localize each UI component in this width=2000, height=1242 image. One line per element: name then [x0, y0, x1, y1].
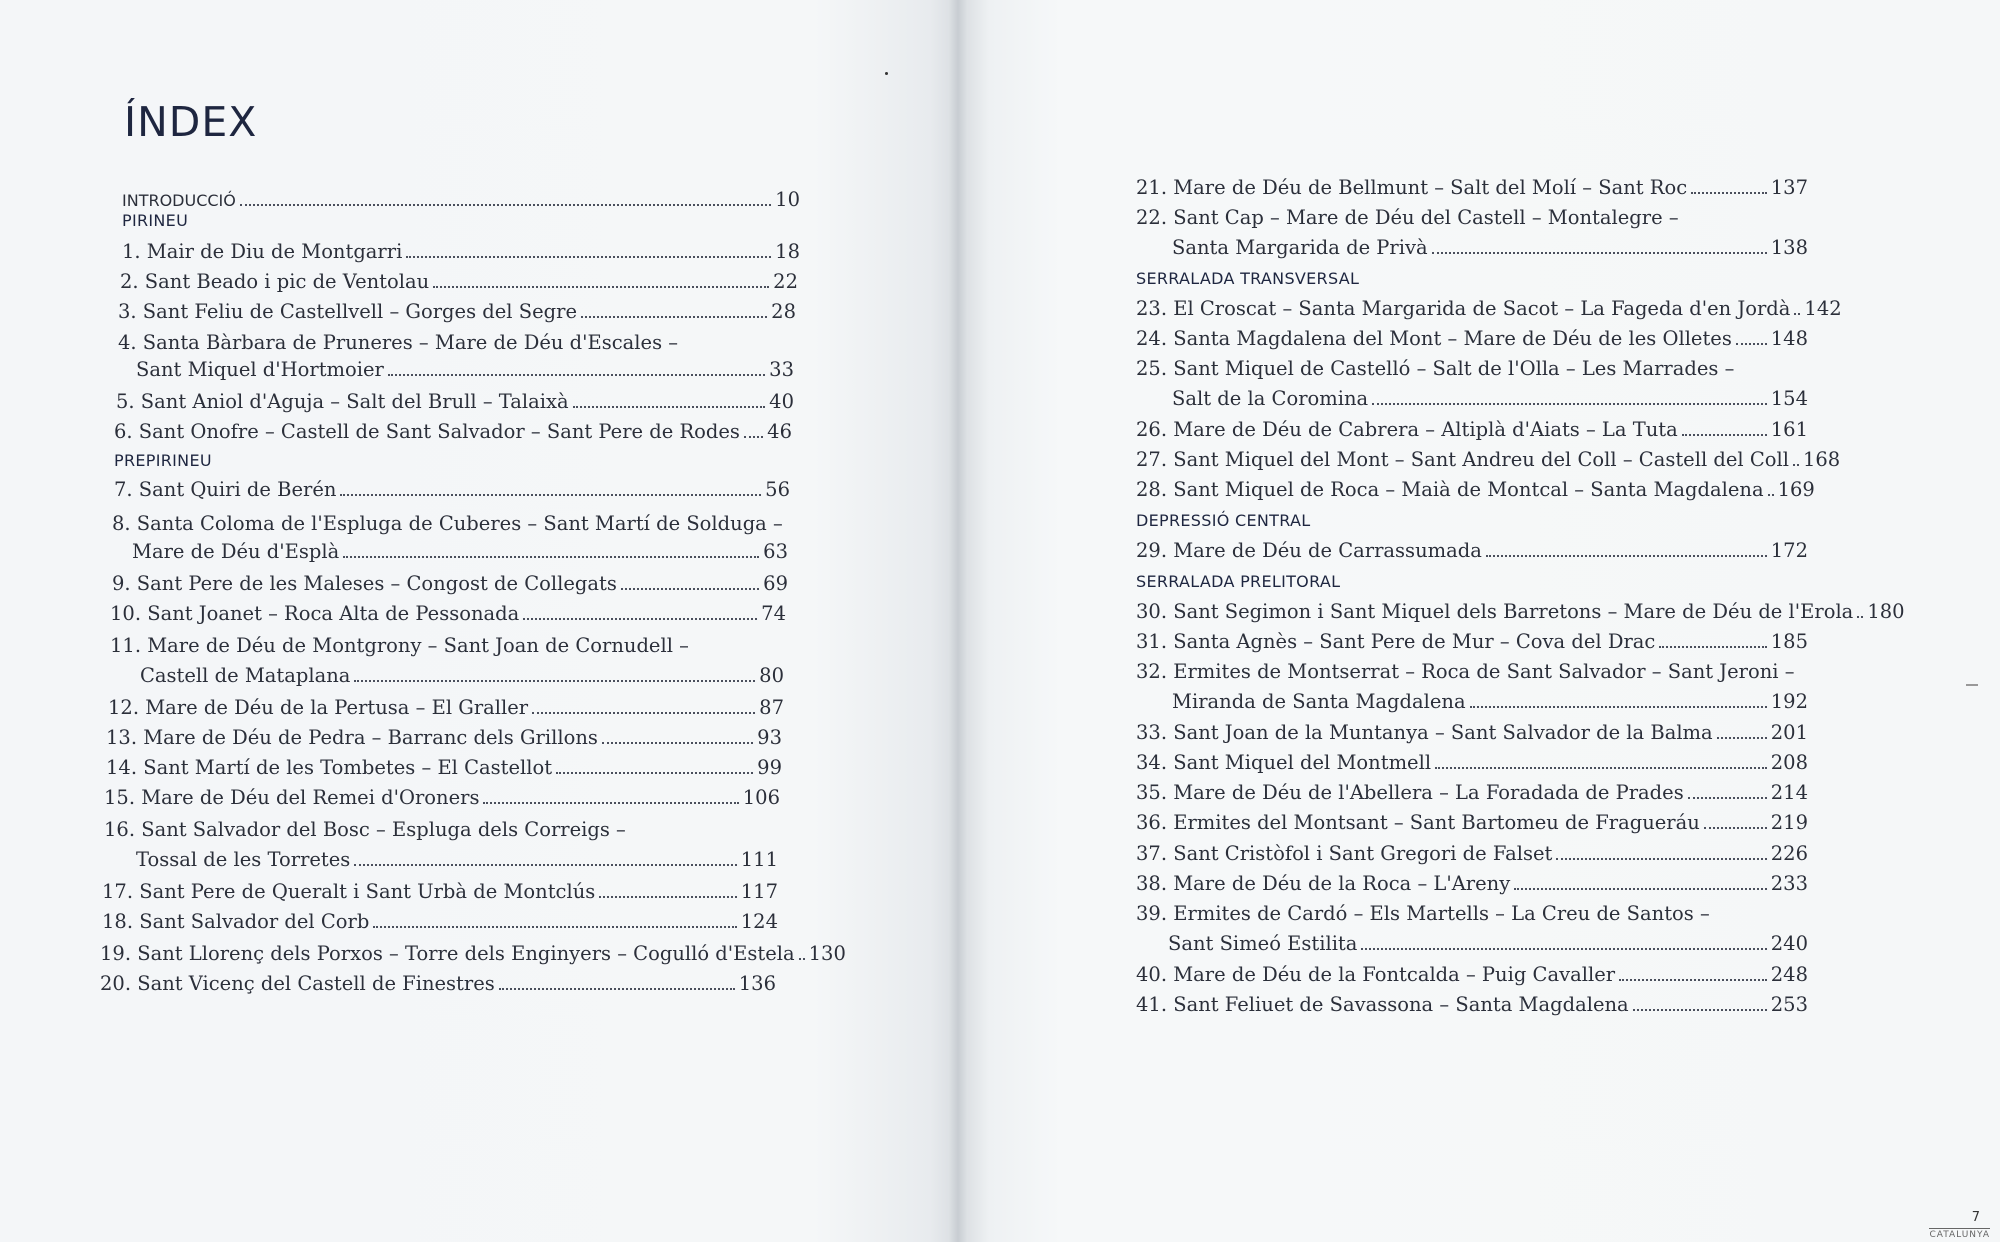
- leader-dots: [406, 256, 771, 258]
- toc-entry-title: 1. Mair de Diu de Montgarri: [122, 240, 403, 263]
- toc-entry-title: 38. Mare de Déu de la Roca – L'Areny: [1136, 872, 1511, 895]
- toc-entry-14[interactable]: [106, 756, 782, 779]
- toc-entry-10[interactable]: [110, 602, 786, 625]
- toc-entry-6[interactable]: [114, 420, 792, 443]
- toc-entry-36[interactable]: [1136, 811, 1808, 834]
- toc-entry-title: 14. Sant Martí de les Tombetes – El Castellot: [106, 756, 553, 779]
- toc-entry-27[interactable]: [1136, 448, 1841, 471]
- toc-entry-title: 29. Mare de Déu de Carrassumada: [1136, 539, 1482, 562]
- toc-entry-23[interactable]: [1136, 297, 1842, 320]
- toc-entry-37[interactable]: [1136, 842, 1808, 865]
- footer-label: CATALUNYA: [1929, 1230, 1990, 1240]
- toc-entry-title: 6. Sant Onofre – Castell de Sant Salvador – Sant Pere de Rodes: [114, 420, 740, 443]
- toc-entry-page: 201: [1770, 721, 1808, 744]
- toc-entry-title: Mare de Déu d'Esplà: [132, 540, 340, 563]
- leader-dots: [1691, 192, 1767, 194]
- leader-dots: [1432, 252, 1767, 254]
- toc-entry-title: 27. Sant Miquel del Mont – Sant Andreu del Coll – Castell del Coll: [1136, 448, 1789, 471]
- toc-entry-20[interactable]: [100, 972, 776, 995]
- leader-dots: [1619, 979, 1767, 981]
- toc-entry-17[interactable]: [102, 880, 778, 903]
- toc-entry-page: 240: [1770, 932, 1808, 955]
- toc-entry-4[interactable]: [136, 358, 794, 381]
- toc-entry-31[interactable]: [1136, 630, 1808, 653]
- leader-dots: [1372, 403, 1767, 405]
- toc-entry-title: Miranda de Santa Magdalena: [1172, 690, 1466, 713]
- section-heading-depressio-central: DEPRESSIÓ CENTRAL: [1136, 511, 1311, 530]
- toc-entry-25-line1: 25. Sant Miquel de Castelló – Salt de l'Olla – Les Marrades –: [1136, 357, 1735, 380]
- toc-entry-title: 10. Sant Joanet – Roca Alta de Pessonada: [110, 602, 520, 625]
- toc-entry-page: 185: [1770, 630, 1808, 653]
- toc-entry-title: 19. Sant Llorenç dels Porxos – Torre dels Enginyers – Cogulló d'Estela: [100, 942, 795, 965]
- leader-dots: [1857, 616, 1863, 618]
- toc-entry-title: 28. Sant Miquel de Roca – Maià de Montcal – Santa Magdalena: [1136, 478, 1764, 501]
- toc-entry-title: 20. Sant Vicenç del Castell de Finestres: [100, 972, 495, 995]
- toc-entry-title: 3. Sant Feliu de Castellvell – Gorges del Segre: [118, 300, 577, 323]
- toc-entry-page: 154: [1770, 387, 1808, 410]
- toc-entry-introduction[interactable]: [122, 188, 800, 211]
- toc-entry-title: 24. Santa Magdalena del Mont – Mare de Déu de les Olletes: [1136, 327, 1732, 350]
- toc-entry-40[interactable]: [1136, 963, 1808, 986]
- leader-dots: [1736, 343, 1767, 345]
- index-title: ÍNDEX: [124, 98, 258, 146]
- toc-entry-title: Castell de Mataplana: [140, 664, 351, 687]
- section-heading-prepirineu: PREPIRINEU: [114, 451, 212, 470]
- toc-entry-38[interactable]: [1136, 872, 1808, 895]
- book-gutter: [948, 0, 968, 1242]
- toc-entry-title: 5. Sant Aniol d'Aguja – Salt del Brull – Talaixà: [116, 390, 569, 413]
- leader-dots: [343, 556, 759, 558]
- toc-entry-page: 117: [740, 880, 778, 903]
- page-number: 7: [1971, 1210, 1980, 1225]
- toc-entry-page: 93: [757, 726, 782, 749]
- toc-entry-title: 26. Mare de Déu de Cabrera – Altiplà d'Aiats – La Tuta: [1136, 418, 1678, 441]
- leader-dots: [1361, 948, 1766, 950]
- toc-entry-8-line1: 8. Santa Coloma de l'Espluga de Cuberes – Sant Martí de Solduga –: [112, 512, 783, 535]
- leader-dots: [1682, 434, 1767, 436]
- toc-entry-page: 226: [1770, 842, 1808, 865]
- toc-entry-30[interactable]: [1136, 600, 1905, 623]
- toc-entry-page: 106: [742, 786, 780, 809]
- toc-entry-page: 63: [763, 540, 788, 563]
- toc-entry-page: 56: [765, 478, 790, 501]
- section-heading-pirineu: PIRINEU: [122, 211, 189, 230]
- toc-entry-page: 214: [1770, 781, 1808, 804]
- toc-entry-page: 46: [767, 420, 792, 443]
- section-heading-serralada-prelitoral: SERRALADA PRELITORAL: [1136, 572, 1341, 591]
- leader-dots: [1556, 858, 1766, 860]
- toc-entry-title: 23. El Croscat – Santa Margarida de Sacot – La Fageda d'en Jordà: [1136, 297, 1791, 320]
- toc-entry-page: 219: [1770, 811, 1808, 834]
- toc-entry-9[interactable]: [112, 572, 788, 595]
- toc-entry-page: 161: [1770, 418, 1808, 441]
- toc-entry-15[interactable]: [104, 786, 780, 809]
- toc-entry-page: 74: [761, 602, 786, 625]
- leader-dots: [499, 988, 735, 990]
- toc-entry-33[interactable]: [1136, 721, 1808, 744]
- toc-entry-page: 192: [1770, 690, 1808, 713]
- toc-entry-title: 33. Sant Joan de la Muntanya – Sant Salvador de la Balma: [1136, 721, 1713, 744]
- toc-entry-18[interactable]: [102, 910, 778, 933]
- leader-dots: [373, 926, 736, 928]
- toc-entry-24[interactable]: [1136, 327, 1808, 350]
- leader-dots: [799, 958, 805, 960]
- toc-entry-page: 138: [1770, 236, 1808, 259]
- toc-entry-page: 124: [740, 910, 778, 933]
- ink-speck: [885, 72, 888, 75]
- toc-entry-page: 172: [1770, 539, 1808, 562]
- toc-entry-page: 142: [1804, 297, 1842, 320]
- toc-entry-page: 233: [1770, 872, 1808, 895]
- toc-entry-41[interactable]: [1136, 993, 1808, 1016]
- toc-entry-title: Salt de la Coromina: [1172, 387, 1369, 410]
- leader-dots: [573, 406, 766, 408]
- section-heading-serralada-transversal: SERRALADA TRANSVERSAL: [1136, 269, 1360, 288]
- toc-entry-16[interactable]: [136, 848, 778, 871]
- toc-entry-22-line1: 22. Sant Cap – Mare de Déu del Castell – Montalegre –: [1136, 206, 1679, 229]
- leader-dots: [483, 802, 738, 804]
- toc-entry-page: 22: [773, 270, 798, 293]
- toc-entry-title: Sant Miquel d'Hortmoier: [136, 358, 384, 381]
- toc-entry-title: Santa Margarida de Privà: [1172, 236, 1428, 259]
- toc-entry-1[interactable]: [122, 240, 800, 263]
- toc-entry-title: 18. Sant Salvador del Corb: [102, 910, 370, 933]
- toc-entry-title: Sant Simeó Estilita: [1168, 932, 1358, 955]
- toc-entry-32-line1: 32. Ermites de Montserrat – Roca de Sant Salvador – Sant Jeroni –: [1136, 660, 1795, 683]
- toc-entry-7[interactable]: [114, 478, 790, 501]
- toc-entry-page: 40: [769, 390, 794, 413]
- leader-dots: [388, 374, 765, 376]
- leader-dots: [1688, 797, 1767, 799]
- toc-entry-16-line1: 16. Sant Salvador del Bosc – Espluga dels Correigs –: [104, 818, 626, 841]
- toc-entry-title: 7. Sant Quiri de Berén: [114, 478, 337, 501]
- leader-dots: [1717, 737, 1767, 739]
- toc-entry-title: 31. Santa Agnès – Sant Pere de Mur – Cova del Drac: [1136, 630, 1656, 653]
- toc-entry-22[interactable]: [1172, 236, 1808, 259]
- leader-dots: [602, 742, 753, 744]
- toc-entry-title: 21. Mare de Déu de Bellmunt – Salt del Molí – Sant Roc: [1136, 176, 1688, 199]
- toc-entry-11-line1: 11. Mare de Déu de Montgrony – Sant Joan de Cornudell –: [110, 634, 689, 657]
- toc-entry-page: 80: [759, 664, 784, 687]
- toc-entry-2[interactable]: [120, 270, 798, 293]
- toc-entry-title: 36. Ermites del Montsant – Sant Bartomeu de Fragueráu: [1136, 811, 1700, 834]
- leader-dots: [1794, 313, 1800, 315]
- leader-dots: [354, 864, 736, 866]
- leader-dots: [1659, 646, 1766, 648]
- toc-entry-title: 9. Sant Pere de les Maleses – Congost de Collegats: [112, 572, 617, 595]
- toc-entry-title: Tossal de les Torretes: [136, 848, 351, 871]
- leader-dots: [240, 204, 771, 206]
- toc-entry-page: 169: [1777, 478, 1815, 501]
- toc-entry-page: 137: [1770, 176, 1808, 199]
- toc-entry-page: 248: [1770, 963, 1808, 986]
- toc-entry-title: 40. Mare de Déu de la Fontcalda – Puig Cavaller: [1136, 963, 1616, 986]
- toc-entry-page: 18: [775, 240, 800, 263]
- toc-entry-page: 208: [1770, 751, 1808, 774]
- toc-entry-13[interactable]: [106, 726, 782, 749]
- toc-entry-page: 253: [1770, 993, 1808, 1016]
- toc-entry-35[interactable]: [1136, 781, 1808, 804]
- toc-entry-title: 15. Mare de Déu del Remei d'Oroners: [104, 786, 480, 809]
- toc-entry-39-line1: 39. Ermites de Cardó – Els Martells – La Creu de Santos –: [1136, 902, 1710, 925]
- toc-entry-11[interactable]: [140, 664, 784, 687]
- toc-entry-page: 168: [1802, 448, 1841, 471]
- toc-entry-page: 136: [738, 972, 776, 995]
- leader-dots: [532, 712, 755, 714]
- leader-dots: [621, 588, 759, 590]
- toc-entry-3[interactable]: [118, 300, 796, 323]
- toc-entry-19[interactable]: [100, 942, 846, 965]
- toc-entry-28[interactable]: [1136, 478, 1815, 501]
- leader-dots: [340, 494, 761, 496]
- leader-dots: [599, 896, 736, 898]
- toc-entry-32[interactable]: [1172, 690, 1808, 713]
- leader-dots: [556, 772, 753, 774]
- toc-entry-page: 180: [1867, 600, 1905, 623]
- leader-dots: [354, 680, 755, 682]
- margin-mark: [1966, 684, 1978, 686]
- toc-entry-page: 10: [775, 188, 800, 211]
- toc-entry-title: 35. Mare de Déu de l'Abellera – La Foradada de Prades: [1136, 781, 1684, 804]
- toc-entry-26[interactable]: [1136, 418, 1808, 441]
- leader-dots: [523, 618, 757, 620]
- leader-dots: [1793, 464, 1799, 466]
- leader-dots: [433, 286, 769, 288]
- leader-dots: [1514, 888, 1767, 890]
- leader-dots: [581, 316, 767, 318]
- toc-entry-25[interactable]: [1172, 387, 1808, 410]
- toc-entry-title: 2. Sant Beado i pic de Ventolau: [120, 270, 430, 293]
- leader-dots: [744, 436, 763, 438]
- toc-entry-title: 30. Sant Segimon i Sant Miquel dels Barretons – Mare de Déu de l'Erola: [1136, 600, 1854, 623]
- toc-entry-34[interactable]: [1136, 751, 1808, 774]
- leader-dots: [1768, 494, 1774, 496]
- toc-entry-page: 28: [771, 300, 796, 323]
- toc-entry-page: 87: [759, 696, 784, 719]
- toc-entry-8[interactable]: [132, 540, 788, 563]
- leader-dots: [1470, 706, 1767, 708]
- leader-dots: [1435, 767, 1767, 769]
- toc-entry-12[interactable]: [108, 696, 784, 719]
- toc-entry-39[interactable]: [1168, 932, 1808, 955]
- toc-entry-page: 99: [757, 756, 782, 779]
- toc-entry-21[interactable]: [1136, 176, 1808, 199]
- toc-entry-title: 13. Mare de Déu de Pedra – Barranc dels Grillons: [106, 726, 598, 749]
- leader-dots: [1704, 827, 1767, 829]
- toc-entry-29[interactable]: [1136, 539, 1808, 562]
- toc-entry-5[interactable]: [116, 390, 794, 413]
- toc-entry-page: 111: [740, 848, 778, 871]
- leader-dots: [1633, 1009, 1767, 1011]
- toc-entry-title: 17. Sant Pere de Queralt i Sant Urbà de Montclús: [102, 880, 596, 903]
- toc-entry-page: 148: [1770, 327, 1808, 350]
- toc-entry-page: 69: [763, 572, 788, 595]
- toc-entry-title: INTRODUCCIÓ: [122, 191, 236, 210]
- leader-dots: [1486, 555, 1767, 557]
- toc-entry-title: 34. Sant Miquel del Montmell: [1136, 751, 1432, 774]
- toc-entry-title: 37. Sant Cristòfol i Sant Gregori de Falset: [1136, 842, 1553, 865]
- toc-entry-4-line1: 4. Santa Bàrbara de Pruneres – Mare de Déu d'Escales –: [118, 331, 679, 354]
- toc-entry-title: 12. Mare de Déu de la Pertusa – El Graller: [108, 696, 529, 719]
- toc-entry-page: 130: [808, 942, 846, 965]
- toc-entry-page: 33: [769, 358, 794, 381]
- toc-entry-title: 41. Sant Feliuet de Savassona – Santa Magdalena: [1136, 993, 1629, 1016]
